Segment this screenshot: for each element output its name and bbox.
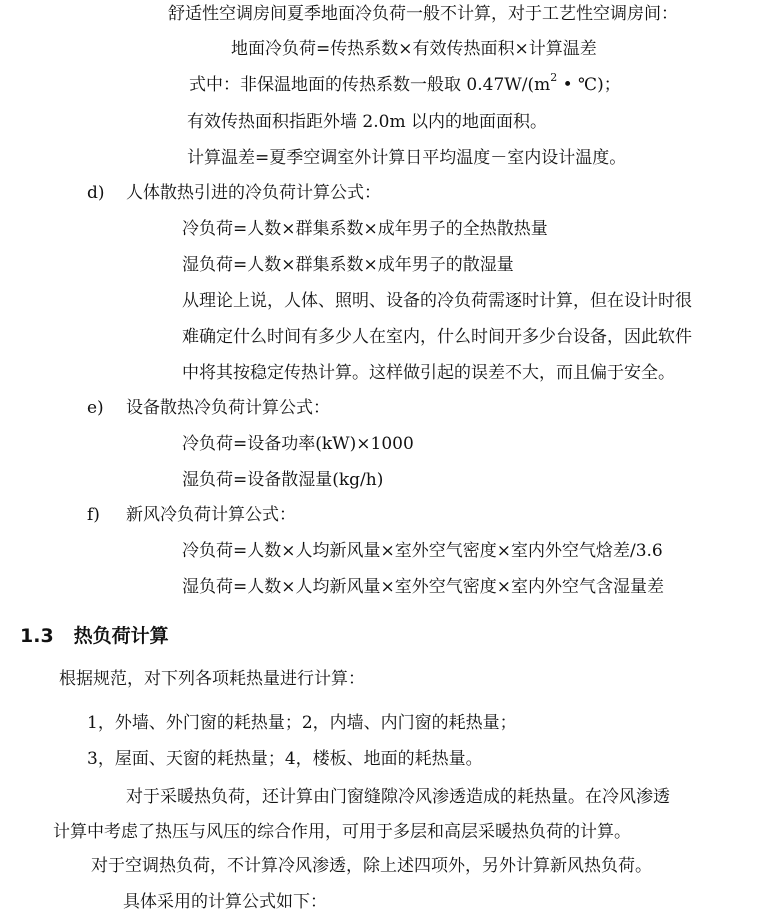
section-title: 热负荷计算 [73, 625, 169, 647]
list-item-title: 新风冷负荷计算公式： [126, 505, 296, 525]
text-line: 对于采暖热负荷，还计算由门窗缝隙冷风渗透造成的耗热量。在冷风渗透 [126, 787, 670, 807]
section-number: 1.3 [20, 625, 54, 647]
formula-line: 湿负荷=设备散湿量(kg/h) [182, 470, 384, 490]
formula-line: 冷负荷=设备功率(kW)×1000 [182, 434, 414, 454]
text-line: 3，屋面、天窗的耗热量；4，楼板、地面的耗热量。 [87, 749, 483, 769]
text-line: 有效传热面积指距外墙 2.0m 以内的地面面积。 [187, 112, 547, 132]
text-line: 计算温差=夏季空调室外计算日平均温度－室内设计温度。 [187, 148, 627, 168]
text-line: 从理论上说，人体、照明、设备的冷负荷需逐时计算，但在设计时很 [182, 291, 692, 311]
text-line: 中将其按稳定传热计算。这样做引起的误差不大，而且偏于安全。 [182, 363, 675, 383]
formula-line: 冷负荷=人数×人均新风量×室外空气密度×室内外空气焓差/3.6 [182, 541, 663, 561]
text-line: 对于空调热负荷，不计算冷风渗透，除上述四项外，另外计算新风热负荷。 [91, 856, 652, 876]
text-line: 具体采用的计算公式如下： [123, 892, 327, 912]
list-marker: d) [87, 183, 105, 203]
list-item-title: 人体散热引进的冷负荷计算公式： [126, 183, 381, 203]
list-marker: f) [87, 505, 100, 525]
text-line: 1，外墙、外门窗的耗热量；2，内墙、内门窗的耗热量； [87, 713, 517, 733]
formula-line: 冷负荷=人数×群集系数×成年男子的全热散热量 [182, 219, 548, 239]
section-heading [20, 625, 169, 647]
list-marker: e) [87, 398, 104, 418]
text-line: 舒适性空调房间夏季地面冷负荷一般不计算，对于工艺性空调房间： [168, 4, 678, 24]
text-line: 式中：非保温地面的传热系数一般取 $0.47W/(m^2$ • ℃)； [189, 71, 621, 95]
formula-line: 湿负荷=人数×群集系数×成年男子的散湿量 [182, 255, 514, 275]
text-line: 根据规范，对下列各项耗热量进行计算： [59, 669, 365, 689]
text-line: 计算中考虑了热压与风压的综合作用，可用于多层和高层采暖热负荷的计算。 [53, 822, 631, 842]
list-item-title: 设备散热冷负荷计算公式： [126, 398, 330, 418]
text-line: 难确定什么时间有多少人在室内，什么时间开多少台设备，因此软件 [182, 327, 692, 347]
formula-line: 湿负荷=人数×人均新风量×室外空气密度×室内外空气含湿量差 [182, 577, 664, 597]
formula-line: 地面冷负荷=传热系数×有效传热面积×计算温差 [231, 39, 597, 59]
